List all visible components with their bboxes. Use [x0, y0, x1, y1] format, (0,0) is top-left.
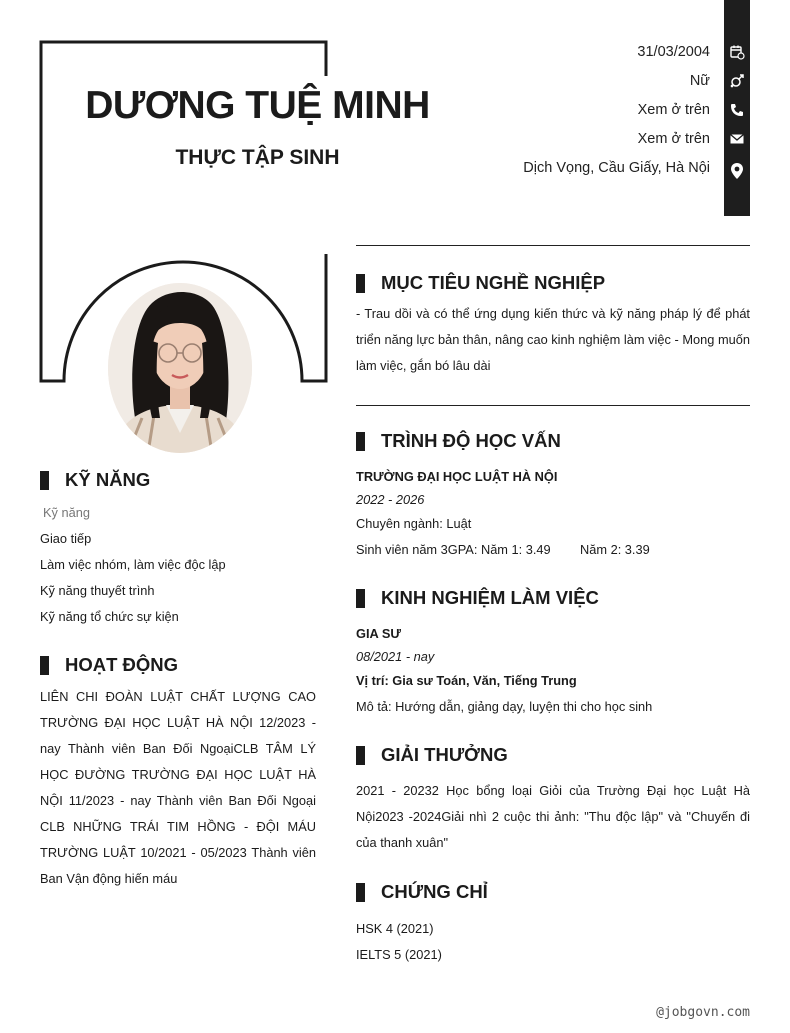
phone-text: Xem ở trên [637, 102, 710, 118]
watermark: @jobgovn.com [656, 1005, 750, 1020]
activities-title: HOẠT ĐỘNG [40, 654, 178, 676]
section-divider [356, 245, 750, 246]
education-title: TRÌNH ĐỘ HỌC VẤN [356, 430, 561, 452]
avatar [108, 283, 252, 453]
email-text: Xem ở trên [637, 131, 710, 147]
objective-title: MỤC TIÊU NGHỀ NGHIỆP [356, 272, 605, 294]
certificate-item: IELTS 5 (2021) [356, 947, 442, 962]
awards-text: 2021 - 20232 Học bổng loại Giỏi của Trường Đại học Luật Hà Nội2023 -2024Giải nhì 2 cuộc thi ảnh: "Thu độc lập" và "Chuyến đi của thanh xuân" [356, 783, 750, 850]
experience-position: Vị trí: Gia sư Toán, Văn, Tiếng Trung [356, 673, 577, 688]
experience-period: 08/2021 - nay [356, 649, 435, 664]
school-name: TRƯỜNG ĐẠI HỌC LUẬT HÀ NỘI [356, 469, 558, 484]
skills-subtitle: Kỹ năng [43, 505, 90, 520]
address-text: Dịch Vọng, Cầu Giấy, Hà Nội [523, 160, 710, 176]
education-gpa-1: Sinh viên năm 3GPA: Năm 1: 3.49 [356, 542, 551, 557]
job-title: THỰC TẬP SINH [175, 146, 340, 169]
skill-item: Giao tiếp [40, 531, 92, 546]
gender-icon [729, 73, 745, 89]
location-icon [729, 162, 745, 180]
skills-title: KỸ NĂNG [40, 469, 150, 491]
awards-title: GIẢI THƯỞNG [356, 744, 508, 766]
full-name: DƯƠNG TUỆ MINH [85, 84, 430, 127]
birthday-text: 31/03/2004 [637, 44, 710, 60]
education-major: Chuyên ngành: Luật [356, 516, 472, 531]
skill-item: Làm việc nhóm, làm việc độc lập [40, 557, 226, 572]
certificates-title: CHỨNG CHỈ [356, 881, 488, 903]
calendar-icon [729, 44, 745, 60]
skill-item: Kỹ năng thuyết trình [40, 583, 155, 598]
skill-item: Kỹ năng tổ chức sự kiện [40, 609, 179, 624]
education-gpa-2: Năm 2: 3.39 [580, 542, 650, 557]
experience-title: KINH NGHIỆM LÀM VIỆC [356, 587, 599, 609]
phone-icon [729, 102, 745, 118]
education-period: 2022 - 2026 [356, 492, 425, 507]
gender-text: Nữ [689, 73, 710, 89]
experience-description: Mô tả: Hướng dẫn, giảng dạy, luyện thi cho học sinh [356, 699, 653, 714]
certificate-item: HSK 4 (2021) [356, 921, 434, 936]
objective-text: - Trau dồi và có thể ứng dụng kiến thức và kỹ năng pháp lý để phát triển năng lực bản thân, nâng cao kinh nghiệm làm việc - Mong muốn làm việc, gắn bó lâu dài [356, 306, 750, 373]
activities-text: LIÊN CHI ĐOÀN LUẬT CHẤT LƯỢNG CAO TRƯỜNG ĐẠI HỌC LUẬT HÀ NỘI 12/2023 - nay Thành viên Ban Đối NgoạiCLB TÂM LÝ HỌC ĐƯỜNG TRƯỜNG ĐẠI HỌC LUẬT HÀ NỘI 11/2023 - nay Thành viên Ban Đối Ngoại CLB NHỮNG TRÁI TIM HỒNG - ĐỘI MÁU TRƯỜNG LUẬT 10/2021 - 05/2023 Thành viên Ban Vận động hiến máu [40, 689, 316, 886]
portrait-illustration [108, 283, 252, 453]
mail-icon [729, 131, 745, 147]
experience-company: GIA SƯ [356, 626, 401, 641]
section-divider [356, 405, 750, 406]
